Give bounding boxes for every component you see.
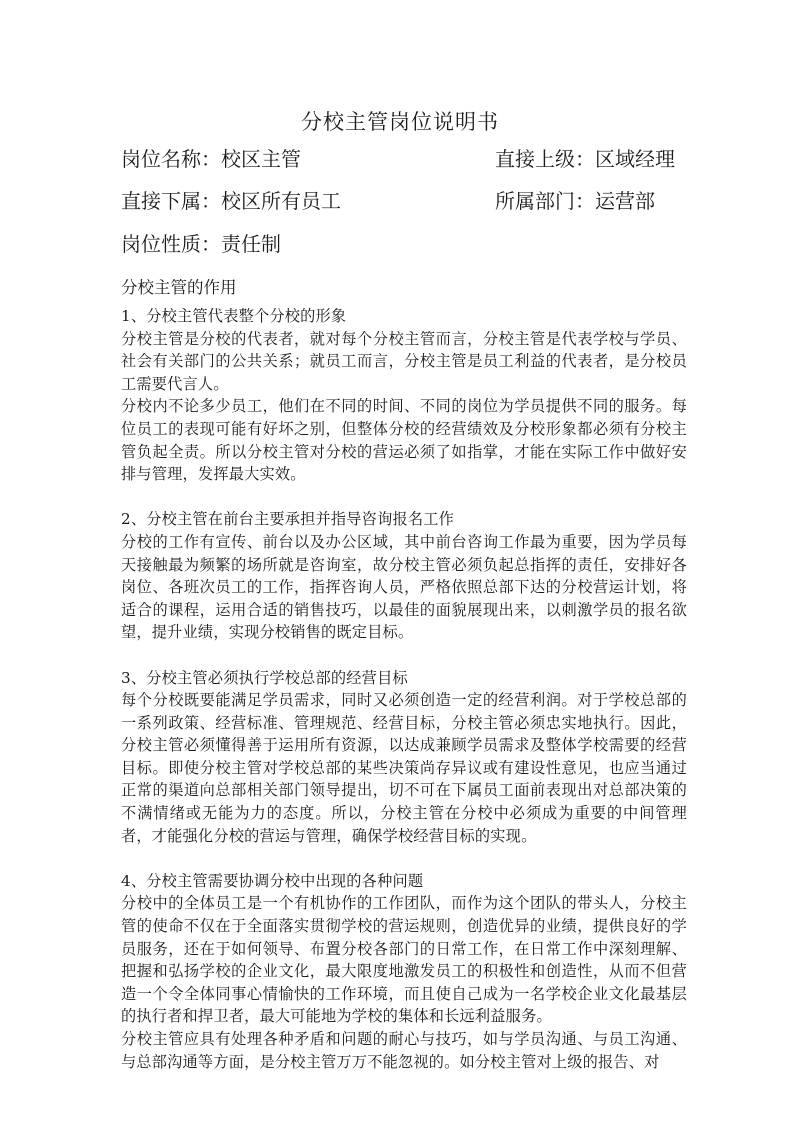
meta-row-1 xyxy=(121,144,681,174)
paragraph: 分校主管是分校的代表者，就对每个分校主管而言，分校主管是代表学校与学员、社会有关部门的公共关系；就员工而言，分校主管是员工利益的代表者，是分校员工需要代言人。 xyxy=(121,329,687,393)
item-heading: 3、分校主管必须执行学校总部的经营目标 xyxy=(121,668,408,687)
document-body xyxy=(121,305,687,1096)
section-heading: 分校主管的作用 xyxy=(121,278,237,297)
item-heading: 1、分校主管代表整个分校的形象 xyxy=(121,307,347,325)
responsibility-item-1 xyxy=(121,305,687,486)
direct-superior: 直接上级：区域经理 xyxy=(495,147,675,171)
responsibility-item-2 xyxy=(121,508,687,644)
document-title: 分校主管岗位说明书 xyxy=(301,110,499,134)
meta-row-3 xyxy=(121,229,681,259)
paragraph: 分校中的全体员工是一个有机协作的工作团队，而作为这个团队的带头人，分校主管的使命不仅在于全面落实贯彻学校的营运规则，创造优异的业绩，提供良好的学员服务，还在于如何领导、布置分校各部门的日常工作，在日常工作中深刻理解、把握和弘扬学校的企业文化，最大限度地激发员工的积极性和创造性，从而不但营造一个令全体同事心情愉快的工作环境，而且使自己成为一名学校企业文化最基层的执行者和捍卫者，最大可能地为学校的集体和长远利益服务。 xyxy=(121,894,687,1026)
item-heading: 4、分校主管需要协调分校中出现的各种问题 xyxy=(121,871,424,890)
responsibility-item-3 xyxy=(121,667,687,848)
paragraph: 分校的工作有宣传、前台以及办公区域，其中前台咨询工作最为重要，因为学员每天接触最为频繁的场所就是咨询室，故分校主管必须负起总指挥的责任，安排好各岗位、各班次员工的工作，指挥咨询人员，严格依照总部下达的分校营运计划，将适合的课程，运用合适的销售技巧，以最佳的面貌展现出来，以刺激学员的报名欲望，提升业绩，实现分校销售的既定目标。 xyxy=(121,532,687,642)
position-nature: 岗位性质：责任制 xyxy=(121,232,281,256)
department: 所属部门：运营部 xyxy=(495,189,655,213)
direct-subordinates: 直接下属：校区所有员工 xyxy=(121,189,341,213)
responsibility-item-4 xyxy=(121,870,687,1073)
meta-row-2 xyxy=(121,186,681,216)
paragraph: 每个分校既要能满足学员需求，同时又必须创造一定的经营利润。对于学校总部的一系列政策、经营标准、管理规范、经营目标，分校主管必须忠实地执行。因此，分校主管必须懂得善于运用所有资源，以达成兼顾学员需求及整体学校需要的经营目标。即使分校主管对学校总部的某些决策尚存异议或有建设性意见，也应当通过正常的渠道向总部相关部门领导提出，切不可在下属员工面前表现出对总部决策的不满情绪或无能为力的态度。所以，分校主管在分校中必须成为重要的中间管理者，才能强化分校的营运与管理，确保学校经营目标的实现。 xyxy=(121,691,687,845)
paragraph: 分校主管应具有处理各种矛盾和问题的耐心与技巧，如与学员沟通、与员工沟通、与总部沟通等方面，是分校主管万万不能忽视的。如分校主管对上级的报告、对 xyxy=(121,1030,687,1071)
item-heading: 2、分校主管在前台主要承担并指导咨询报名工作 xyxy=(121,510,455,529)
position-name: 岗位名称：校区主管 xyxy=(121,147,301,171)
paragraph: 分校内不论多少员工，他们在不同的时间、不同的岗位为学员提供不同的服务。每位员工的表现可能有好坏之别，但整体分校的经营绩效及分校形象都必须有分校主管负起全责。所以分校主管对分校的营运必须了如指掌，才能在实际工作中做好安排与管理，发挥最大实效。 xyxy=(121,397,687,484)
